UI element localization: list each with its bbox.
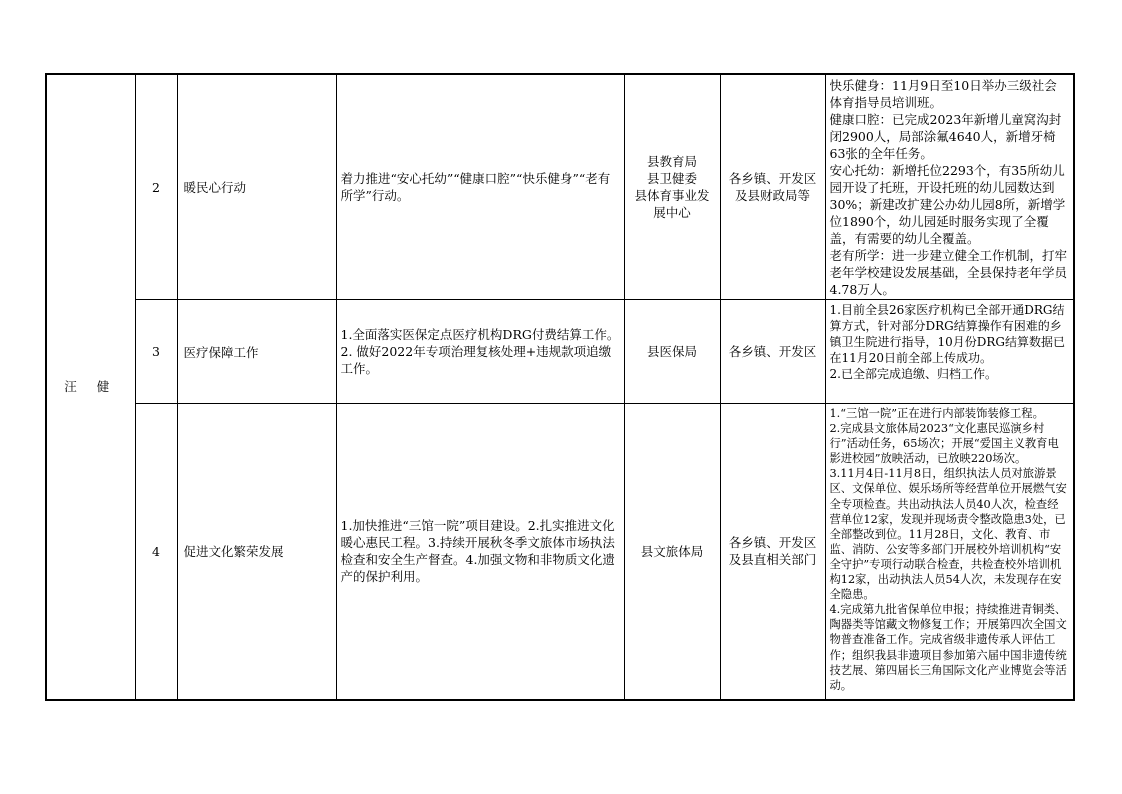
progress-cell [825,74,1074,300]
task-name: 促进文化繁荣发展 [177,404,336,700]
progress-cell [825,300,1074,404]
task-content: 着力推进“安心托幼”“健康口腔”“快乐健身”“老有所学”行动。 [336,74,624,300]
task-name: 暖民心行动 [177,74,336,300]
row-number: 4 [135,404,177,700]
lead-leader: 汪 健 [64,379,118,395]
table-row [46,404,1074,700]
progress-item: 1.“三馆一院”正在进行内部装饰装修工程。 [829,407,1044,420]
work-progress-table [45,73,1075,701]
progress-cell [825,404,1074,700]
progress-item: 老有所学：进一步建立健全工作机制，打牢老年学校建设发展基础，全县保持老年学员4.78万人。 [829,248,1068,297]
progress-item: 2.已全部完成追缴、归档工作。 [829,367,997,382]
table-row [46,74,1074,300]
row-number: 3 [135,300,177,404]
progress-item: 4.完成第九批省保单位申报；持续推进青铜类、陶器类等馆藏文物修复工作；开展第四次全国文物普查准备工作。完成省级非遗传承人评估工作；组织我县非遗项目参加第六届中国非遗传统技艺展、第四届长三角国际文化产业博览会等活动。 [829,603,1067,692]
lead-unit: 县医保局 [624,300,720,404]
lead-unit: 县文旅体局 [624,404,720,700]
progress-item: 2.完成县文旅体局2023“文化惠民巡演乡村行”活动任务，65场次；开展“爱国主义教育电影进校园”放映活动，已放映220场次。 [829,422,1059,466]
progress-item: 3.11月4日-11月8日，组织执法人员对旅游景区、文保单位、娱乐场所等经营单位开展燃气安全专项检查。共出动执法人员40人次，检查经营单位12家，发现并现场责令整改隐患3处，已全部整改到位。11月28日，文化、教育、市监、消防、公安等多部门开展校外培训机构“安全守护”专项行动联合检查，共检查校外培训机构12家，出动执法人员54人次，未发现存在安全隐患。 [829,467,1067,602]
lead-leader-cell [46,74,135,700]
lead-unit: 县教育局 县卫健委 县体育事业发展中心 [624,74,720,300]
coop-unit: 各乡镇、开发区及县直相关部门 [720,404,825,700]
coop-unit: 各乡镇、开发区及县财政局等 [720,74,825,300]
progress-item: 健康口腔：已完成2023年新增儿童窝沟封闭2900人，局部涂氟4640人，新增牙椅63张的全年任务。 [829,112,1062,161]
task-name: 医疗保障工作 [177,300,336,404]
table-row [46,300,1074,404]
progress-item: 安心托幼：新增托位2293个，有35所幼儿园开设了托班，开设托班的幼儿园数达到30%；新建改扩建公办幼儿园8所，新增学位1890个，幼儿园延时服务实现了全覆盖，有需要的幼儿全覆盖。 [829,163,1066,246]
coop-unit: 各乡镇、开发区 [720,300,825,404]
task-content: 1.全面落实医保定点医疗机构DRG付费结算工作。 2. 做好2022年专项治理复核处理+违规款项追缴工作。 [336,300,624,404]
progress-item: 快乐健身：11月9日至10日举办三级社会体育指导员培训班。 [829,78,1057,110]
row-number: 2 [135,74,177,300]
task-content: 1.加快推进“三馆一院”项目建设。2.扎实推进文化暖心惠民工程。3.持续开展秋冬季文旅体市场执法检查和安全生产督查。4.加强文物和非物质文化遗产的保护利用。 [336,404,624,700]
progress-item: 1.目前全县26家医疗机构已全部开通DRG结算方式，针对部分DRG结算操作有困难的乡镇卫生院进行指导，10月份DRG结算数据已在11月20日前全部上传成功。 [829,303,1066,366]
